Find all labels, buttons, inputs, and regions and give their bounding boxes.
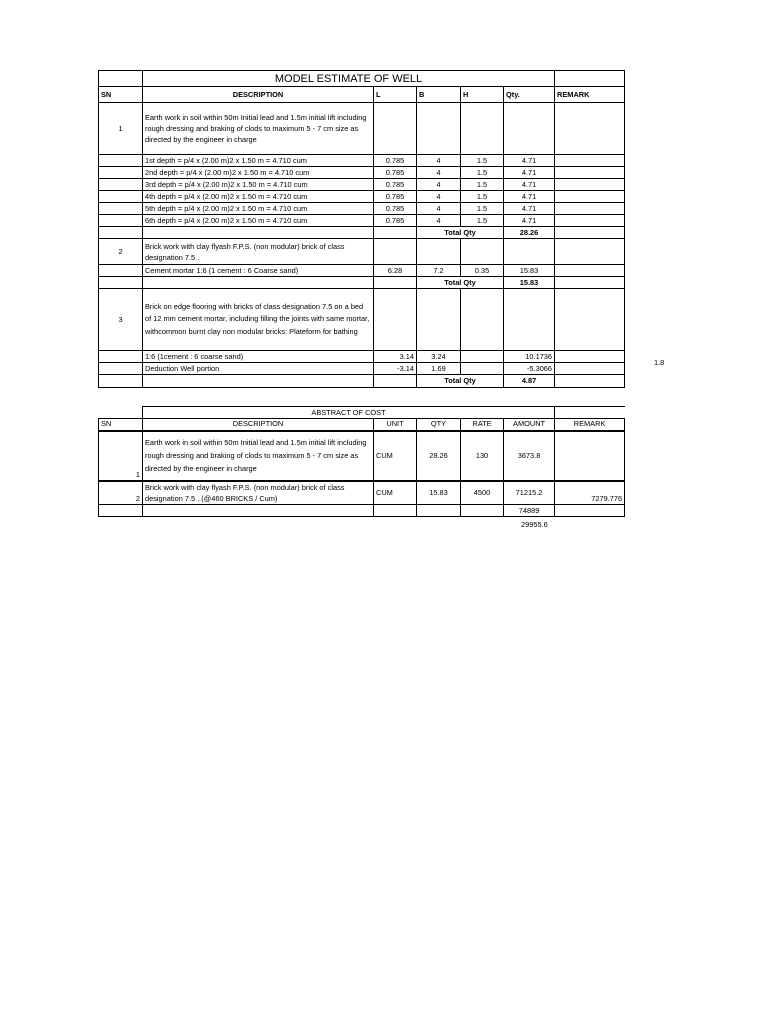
header-amount: AMOUNT bbox=[504, 419, 555, 431]
row-h: 1.5 bbox=[461, 179, 504, 191]
table-row bbox=[99, 363, 625, 375]
header-description: DESCRIPTION bbox=[143, 419, 374, 431]
row-b: 4 bbox=[417, 167, 461, 179]
item-amount: 3673.8 bbox=[504, 431, 555, 481]
title-blank-cell bbox=[555, 71, 625, 87]
item-description: Brick on edge flooring with bricks of class designation 7.5 on a bed of 12 mm cement mortar, including filling the joints with same mortar, withcommon burnt clay non modular bricks: Plateform for bathing bbox=[143, 289, 374, 351]
row-qty: 4.71 bbox=[504, 191, 555, 203]
row-qty: 15.83 bbox=[504, 265, 555, 277]
total-value: 28.26 bbox=[504, 227, 555, 239]
abstract-title: ABSTRACT OF COST bbox=[143, 407, 555, 419]
table-row bbox=[99, 215, 625, 227]
row-l: 0.785 bbox=[374, 215, 417, 227]
row-h: 1.5 bbox=[461, 191, 504, 203]
row-l: 0.785 bbox=[374, 191, 417, 203]
total-row bbox=[99, 227, 625, 239]
table-row bbox=[99, 179, 625, 191]
row-qty: 4.71 bbox=[504, 167, 555, 179]
item-description: Brick work with clay flyash F.P.S. (non modular) brick of class designation 7.5 . bbox=[143, 239, 374, 265]
header-sn: SN bbox=[99, 419, 143, 431]
table-row bbox=[99, 239, 625, 265]
row-qty: -5.3066 bbox=[504, 363, 555, 375]
row-h: 1.5 bbox=[461, 215, 504, 227]
header-qty: Qty. bbox=[504, 87, 555, 103]
header-remark: REMARK bbox=[555, 87, 625, 103]
item-sn: 3 bbox=[99, 289, 143, 351]
row-desc: 4th depth = p/4 x (2.00 m)2 x 1.50 m = 4.710 cum bbox=[143, 191, 374, 203]
header-l: L bbox=[374, 87, 417, 103]
header-qty: QTY bbox=[417, 419, 461, 431]
table-row bbox=[99, 191, 625, 203]
row-desc: Deduction Well portion bbox=[143, 363, 374, 375]
item-description: Earth work in soil within 50m Initial lead and 1.5m initial lift including rough dressing and braking of clods to maximum 5 - 7 cm size as directed by the engineer in charge bbox=[143, 103, 374, 155]
header-h: H bbox=[461, 87, 504, 103]
row-desc: 2nd depth = p/4 x (2.00 m)2 x 1.50 m = 4.710 cum bbox=[143, 167, 374, 179]
header-unit: UNIT bbox=[374, 419, 417, 431]
row-desc: 1:6 (1cement : 6 coarse sand) bbox=[143, 351, 374, 363]
estimate-table bbox=[98, 70, 625, 388]
header-b: B bbox=[417, 87, 461, 103]
total-label: Total Qty bbox=[417, 277, 504, 289]
header-sn: SN bbox=[99, 87, 143, 103]
item-unit: CUM bbox=[374, 431, 417, 481]
item-sn: 1 bbox=[99, 103, 143, 155]
row-qty: 4.71 bbox=[504, 179, 555, 191]
item-qty: 15.83 bbox=[417, 481, 461, 505]
table-row bbox=[99, 265, 625, 277]
row-desc: Cement mortar 1:6 (1 cement : 6 Coarse sand) bbox=[143, 265, 374, 277]
total-row bbox=[99, 277, 625, 289]
row-b: 4 bbox=[417, 191, 461, 203]
row-b: 7.2 bbox=[417, 265, 461, 277]
row-l: 0.785 bbox=[374, 167, 417, 179]
row-desc: 6th depth = p/4 x (2.00 m)2 x 1.50 m = 4.710 cum bbox=[143, 215, 374, 227]
table-row bbox=[99, 203, 625, 215]
item-sn: 2 bbox=[99, 239, 143, 265]
total-label: Total Qty bbox=[417, 227, 504, 239]
row-l: 6.28 bbox=[374, 265, 417, 277]
row-l: 0.785 bbox=[374, 179, 417, 191]
row-qty: 4.71 bbox=[504, 215, 555, 227]
row-h bbox=[461, 363, 504, 375]
item-qty: 28.26 bbox=[417, 431, 461, 481]
row-l: 0.785 bbox=[374, 203, 417, 215]
header-description: DESCRIPTION bbox=[143, 87, 374, 103]
header-rate: RATE bbox=[461, 419, 504, 431]
table-row bbox=[99, 481, 625, 505]
row-desc: 3rd depth = p/4 x (2.00 m)2 x 1.50 m = 4.710 cum bbox=[143, 179, 374, 191]
row-h: 1.5 bbox=[461, 155, 504, 167]
row-qty: 4.71 bbox=[504, 203, 555, 215]
row-b: 4 bbox=[417, 215, 461, 227]
row-l: 0.785 bbox=[374, 155, 417, 167]
row-b: 4 bbox=[417, 203, 461, 215]
row-b: 4 bbox=[417, 155, 461, 167]
below-total-value: 29955.6 bbox=[521, 520, 548, 529]
total-value: 15.83 bbox=[504, 277, 555, 289]
table-row bbox=[99, 155, 625, 167]
item-remark: 7279.776 bbox=[555, 481, 625, 505]
item-description: Earth work in soil within 50m Initial lead and 1.5m initial lift including rough dressing and braking of clods to maximum 5 - 7 cm size as directed by the engineer in charge bbox=[143, 431, 374, 481]
row-b: 1.69 bbox=[417, 363, 461, 375]
item-remark bbox=[555, 431, 625, 481]
table-row bbox=[99, 103, 625, 155]
total-row bbox=[99, 375, 625, 388]
row-h: 1.5 bbox=[461, 203, 504, 215]
total-amount: 74889 bbox=[504, 505, 555, 517]
row-qty: 10.1736 bbox=[504, 351, 555, 363]
row-h: 1.5 bbox=[461, 167, 504, 179]
item-rate: 130 bbox=[461, 431, 504, 481]
item-sn: 1 bbox=[99, 431, 143, 481]
estimate-title: MODEL ESTIMATE OF WELL bbox=[143, 71, 555, 87]
row-desc: 5th depth = p/4 x (2.00 m)2 x 1.50 m = 4.710 cum bbox=[143, 203, 374, 215]
row-desc: 1st depth = p/4 x (2.00 m)2 x 1.50 m = 4.710 cum bbox=[143, 155, 374, 167]
table-row bbox=[99, 289, 625, 351]
item-amount: 71215.2 bbox=[504, 481, 555, 505]
table-row bbox=[99, 431, 625, 481]
row-b: 3.24 bbox=[417, 351, 461, 363]
row-h bbox=[461, 351, 504, 363]
row-qty: 4.71 bbox=[504, 155, 555, 167]
side-value: 1.8 bbox=[654, 358, 665, 367]
table-row bbox=[99, 351, 625, 363]
row-h: 0.35 bbox=[461, 265, 504, 277]
abstract-table bbox=[98, 406, 625, 517]
item-description: Brick work with clay flyash F.P.S. (non modular) brick of class designation 7.5 . (@460 BRICKS / Cum) bbox=[143, 481, 374, 505]
row-l: 3.14 bbox=[374, 351, 417, 363]
item-rate: 4500 bbox=[461, 481, 504, 505]
header-remark: REMARK bbox=[555, 419, 625, 431]
item-unit: CUM bbox=[374, 481, 417, 505]
title-blank-cell bbox=[99, 71, 143, 87]
table-row bbox=[99, 167, 625, 179]
total-label: Total Qty bbox=[417, 375, 504, 388]
row-l: -3.14 bbox=[374, 363, 417, 375]
item-sn: 2 bbox=[99, 481, 143, 505]
row-b: 4 bbox=[417, 179, 461, 191]
total-row bbox=[99, 505, 625, 517]
total-value: 4.87 bbox=[504, 375, 555, 388]
